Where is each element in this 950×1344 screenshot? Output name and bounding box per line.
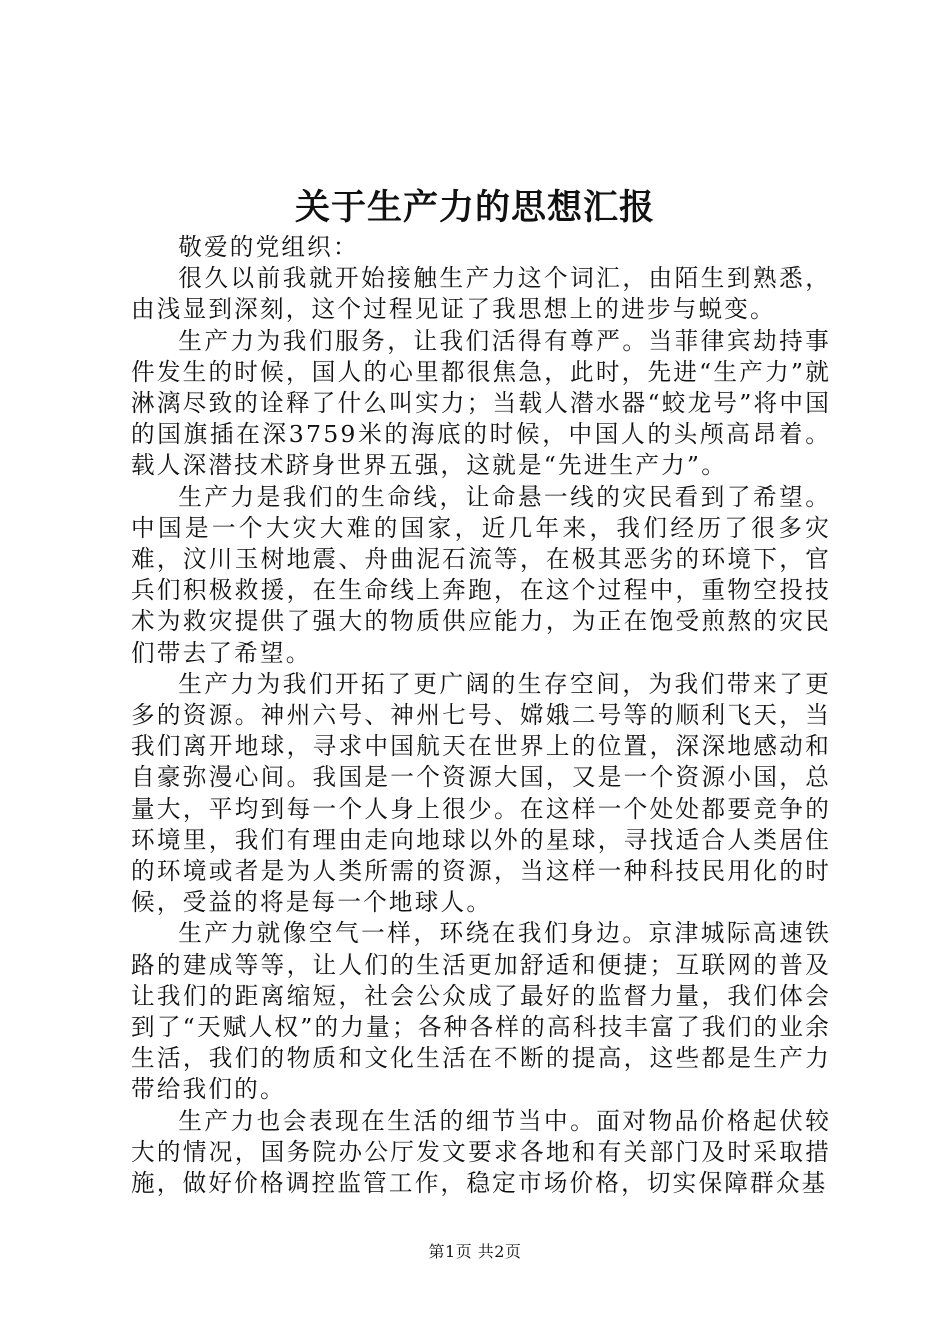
document-title: 关于生产力的思想汇报 [294, 187, 655, 228]
page-footer: 第1页 共2页 [428, 1242, 522, 1261]
document-body [131, 232, 831, 1199]
paragraph: 生产力也会表现在生活的细节当中。面对物品价格起伏较大的情况，国务院办公厅发文要求各地和有关部门及时采取措施，做好价格调控监管工作，稳定市场价格，切实保障群众基 [131, 1106, 831, 1198]
paragraph: 生产力是我们的生命线，让命悬一线的灾民看到了希望。中国是一个大灾大难的国家，近几年来，我们经历了很多灾难，汶川玉树地震、舟曲泥石流等，在极其恶劣的环境下，官兵们积极救援，在生命线上奔跑，在这个过程中，重物空投技术为救灾提供了强大的物质供应能力，为正在饱受煎熬的灾民们带去了希望。 [131, 482, 831, 667]
paragraph: 很久以前我就开始接触生产力这个词汇，由陌生到熟悉，由浅显到深刻，这个过程见证了我思想上的进步与蜕变。 [131, 264, 831, 324]
paragraph: 生产力为我们开拓了更广阔的生存空间，为我们带来了更多的资源。神州六号、神州七号、嫦娥二号等的顺利飞天，当我们离开地球，寻求中国航天在世界上的位置，深深地感动和自豪弥漫心间。我国是一个资源大国，又是一个资源小国，总量大，平均到每一个人身上很少。在这样一个处处都要竞争的环境里，我们有理由走向地球以外的星球，寻找适合人类居住的环境或者是为人类所需的资源，当这样一种科技民用化的时候，受益的将是每一个地球人。 [131, 669, 831, 917]
paragraph: 生产力就像空气一样，环绕在我们身边。京津城际高速铁路的建成等等，让人们的生活更加舒适和便捷；互联网的普及让我们的距离缩短，社会公众成了最好的监督力量，我们体会到了“天赋人权”的力量；各种各样的高科技丰富了我们的业余生活，我们的物质和文化生活在不断的提高，这些都是生产力带给我们的。 [131, 919, 831, 1104]
salutation: 敬爱的党组织： [178, 233, 359, 261]
paragraph: 生产力为我们服务，让我们活得有尊严。当菲律宾劫持事件发生的时候，国人的心里都很焦急，此时，先进“生产力”就淋漓尽致的诠释了什么叫实力；当载人潜水器“蛟龙号”将中国的国旗插在深3759米的海底的时候，中国人的头颅高昂着。载人深潜技术跻身世界五强，这就是“先进生产力”。 [131, 326, 831, 480]
